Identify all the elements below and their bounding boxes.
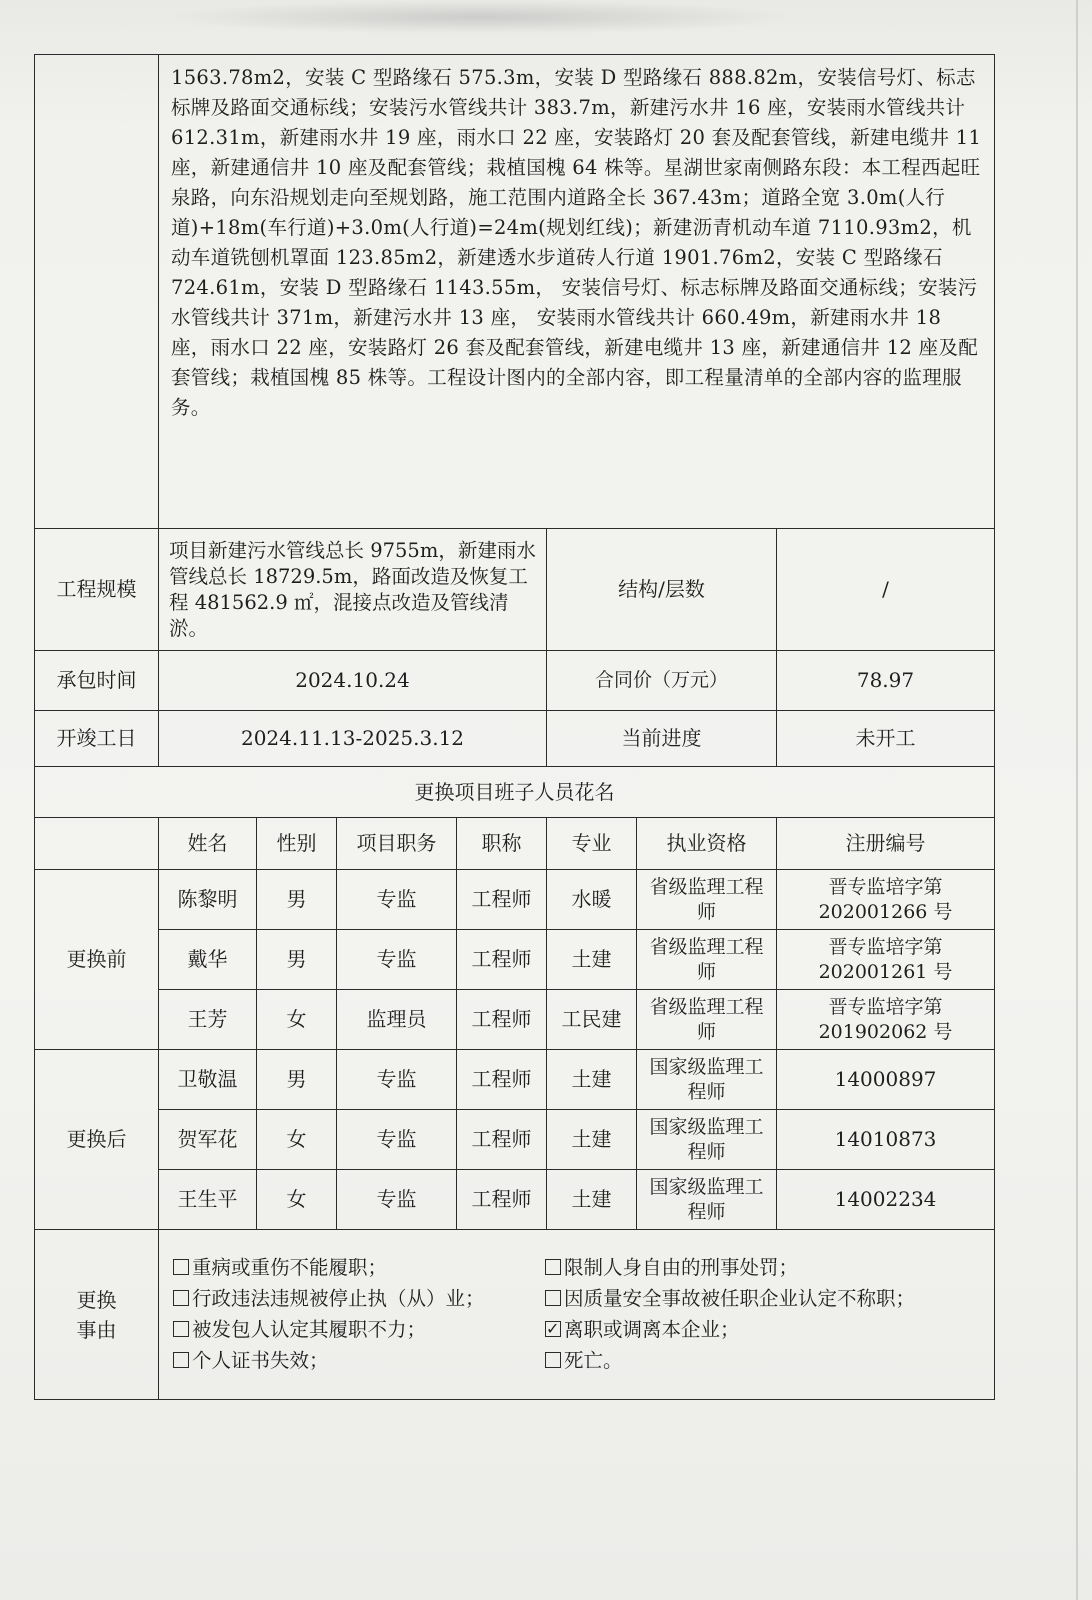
person-title: 工程师 xyxy=(457,870,547,930)
person-reg-no: 晋专监培字第202001266 号 xyxy=(777,870,995,930)
progress-value: 未开工 xyxy=(777,711,995,767)
person-name: 贺军花 xyxy=(159,1110,257,1170)
reason-label-text: 更换事由 xyxy=(76,1287,117,1342)
person-qualification: 省级监理工程师 xyxy=(637,930,777,990)
reason-text: 行政违法违规被停止执（从）业； xyxy=(192,1287,485,1310)
reason-criminal-penalty[interactable] xyxy=(545,1254,965,1282)
project-description: 1563.78m2，安装 C 型路缘石 575.3m，安装 D 型路缘石 888.82m，安装信号灯、标志标牌及路面交通标线；安装污水管线共计 383.7m，新建污水井 16 座，安装雨水管线共计 612.31m，新建雨水井 19 座，雨水口 22 座，安装路灯 20 套及配套管线，新建电缆井 11 座，新建通信井 10 座及配套管线；栽植国槐 64 株等。星湖世家南侧路东段：本工程西起旺泉路，向东沿规划走向至规划路，施工范围内道路全长 367.43m；道路全宽 3.0m(人行道)+18m(车行道)+3.0m(人行道)=24m(规划红线)；新建沥青机动车道 7110.93m2，机动车道铣刨机罩面 123.85m2，新建透水步道砖人行道 1901.76m2，安装 C 型路缘石 724.61m，安装 D 型路缘石 1143.55m， 安装信号灯、标志标牌及路面交通标线；安装污水管线共计 371m，新建污水井 13 座， 安装雨水管线共计 660.49m，新建雨水井 18 座，雨水口 22 座，安装路灯 26 套及配套管线，新建电缆井 13 座，新建通信井 12 座及配套管线；栽植国槐 85 株等。工程设计图内的全部内容，即工程量清单的全部内容的监理服务。 xyxy=(159,55,995,529)
before-label: 更换前 xyxy=(35,870,159,1050)
reason-text: 重病或重伤不能履职； xyxy=(192,1256,388,1279)
checkbox-icon xyxy=(545,1352,561,1368)
person-title: 工程师 xyxy=(457,990,547,1050)
table-row xyxy=(35,870,995,930)
personnel-change-form xyxy=(34,54,995,1400)
progress-label: 当前进度 xyxy=(547,711,777,767)
header-name: 姓名 xyxy=(159,818,257,870)
table-row xyxy=(35,930,995,990)
reason-death[interactable] xyxy=(545,1347,965,1375)
reason-admin-violation[interactable] xyxy=(173,1285,545,1313)
checkbox-icon xyxy=(173,1290,189,1306)
person-reg-no: 14010873 xyxy=(777,1110,995,1170)
person-qualification: 省级监理工程师 xyxy=(637,990,777,1050)
person-major: 土建 xyxy=(547,1170,637,1230)
person-role: 监理员 xyxy=(337,990,457,1050)
person-gender: 女 xyxy=(257,1110,337,1170)
checkbox-icon xyxy=(545,1290,561,1306)
top-shadow xyxy=(160,0,800,34)
person-reg-no: 晋专监培字第201902062 号 xyxy=(777,990,995,1050)
person-title: 工程师 xyxy=(457,1110,547,1170)
person-reg-no: 14002234 xyxy=(777,1170,995,1230)
header-corner xyxy=(35,818,159,870)
structure-label: 结构/层数 xyxy=(547,529,777,651)
person-role: 专监 xyxy=(337,1170,457,1230)
reason-label xyxy=(35,1230,159,1400)
person-gender: 女 xyxy=(257,990,337,1050)
checkbox-icon xyxy=(173,1321,189,1337)
person-qualification: 国家级监理工程师 xyxy=(637,1110,777,1170)
person-reg-no: 14000897 xyxy=(777,1050,995,1110)
person-role: 专监 xyxy=(337,1110,457,1170)
table-row xyxy=(35,990,995,1050)
header-qualification: 执业资格 xyxy=(637,818,777,870)
header-reg-no: 注册编号 xyxy=(777,818,995,870)
person-role: 专监 xyxy=(337,1050,457,1110)
person-qualification: 国家级监理工程师 xyxy=(637,1170,777,1230)
scale-label: 工程规模 xyxy=(35,529,159,651)
person-gender: 男 xyxy=(257,1050,337,1110)
reason-text: 因质量安全事故被任职企业认定不称职； xyxy=(564,1287,916,1310)
header-gender: 性别 xyxy=(257,818,337,870)
person-title: 工程师 xyxy=(457,1050,547,1110)
person-qualification: 国家级监理工程师 xyxy=(637,1050,777,1110)
person-major: 土建 xyxy=(547,1110,637,1170)
reason-options xyxy=(159,1230,995,1400)
person-major: 土建 xyxy=(547,1050,637,1110)
checkbox-checked-icon xyxy=(545,1321,561,1337)
contract-time-label: 承包时间 xyxy=(35,651,159,711)
checkbox-icon xyxy=(545,1259,561,1275)
description-label-cell xyxy=(35,55,159,529)
structure-value: / xyxy=(777,529,995,651)
contract-time-value: 2024.10.24 xyxy=(159,651,547,711)
reason-poor-performance[interactable] xyxy=(173,1316,545,1344)
person-name: 戴华 xyxy=(159,930,257,990)
person-major: 工民建 xyxy=(547,990,637,1050)
after-label: 更换后 xyxy=(35,1050,159,1230)
person-role: 专监 xyxy=(337,870,457,930)
page-edge xyxy=(1076,0,1078,1600)
person-title: 工程师 xyxy=(457,1170,547,1230)
contract-price-label: 合同价（万元） xyxy=(547,651,777,711)
person-role: 专监 xyxy=(337,930,457,990)
checkbox-icon xyxy=(173,1352,189,1368)
reason-serious-illness[interactable] xyxy=(173,1254,545,1282)
person-name: 王生平 xyxy=(159,1170,257,1230)
reason-text: 死亡。 xyxy=(564,1349,623,1372)
reason-certificate-invalid[interactable] xyxy=(173,1347,545,1375)
table-row xyxy=(35,1110,995,1170)
period-label: 开竣工日 xyxy=(35,711,159,767)
reason-text: 个人证书失效； xyxy=(192,1349,329,1372)
scale-value: 项目新建污水管线总长 9755m，新建雨水管线总长 18729.5m，路面改造及恢复工程 481562.9 ㎡，混接点改造及管线清淤。 xyxy=(159,529,547,651)
header-major: 专业 xyxy=(547,818,637,870)
contract-price-value: 78.97 xyxy=(777,651,995,711)
person-gender: 男 xyxy=(257,870,337,930)
person-major: 土建 xyxy=(547,930,637,990)
reason-quality-accident[interactable] xyxy=(545,1285,965,1313)
person-name: 卫敬温 xyxy=(159,1050,257,1110)
person-gender: 男 xyxy=(257,930,337,990)
person-name: 王芳 xyxy=(159,990,257,1050)
roster-title: 更换项目班子人员花名 xyxy=(35,767,995,818)
header-title: 职称 xyxy=(457,818,547,870)
reason-text: 限制人身自由的刑事处罚； xyxy=(564,1256,799,1279)
reason-text: 被发包人认定其履职不力； xyxy=(192,1318,427,1341)
person-major: 水暖 xyxy=(547,870,637,930)
person-name: 陈黎明 xyxy=(159,870,257,930)
table-row xyxy=(35,1170,995,1230)
reason-resignation[interactable] xyxy=(545,1316,965,1344)
header-role: 项目职务 xyxy=(337,818,457,870)
reason-text: 离职或调离本企业； xyxy=(564,1318,740,1341)
reason-grid xyxy=(173,1254,986,1375)
checkbox-icon xyxy=(173,1259,189,1275)
person-reg-no: 晋专监培字第202001261 号 xyxy=(777,930,995,990)
table-row xyxy=(35,1050,995,1110)
period-value: 2024.11.13-2025.3.12 xyxy=(159,711,547,767)
person-title: 工程师 xyxy=(457,930,547,990)
person-qualification: 省级监理工程师 xyxy=(637,870,777,930)
person-gender: 女 xyxy=(257,1170,337,1230)
